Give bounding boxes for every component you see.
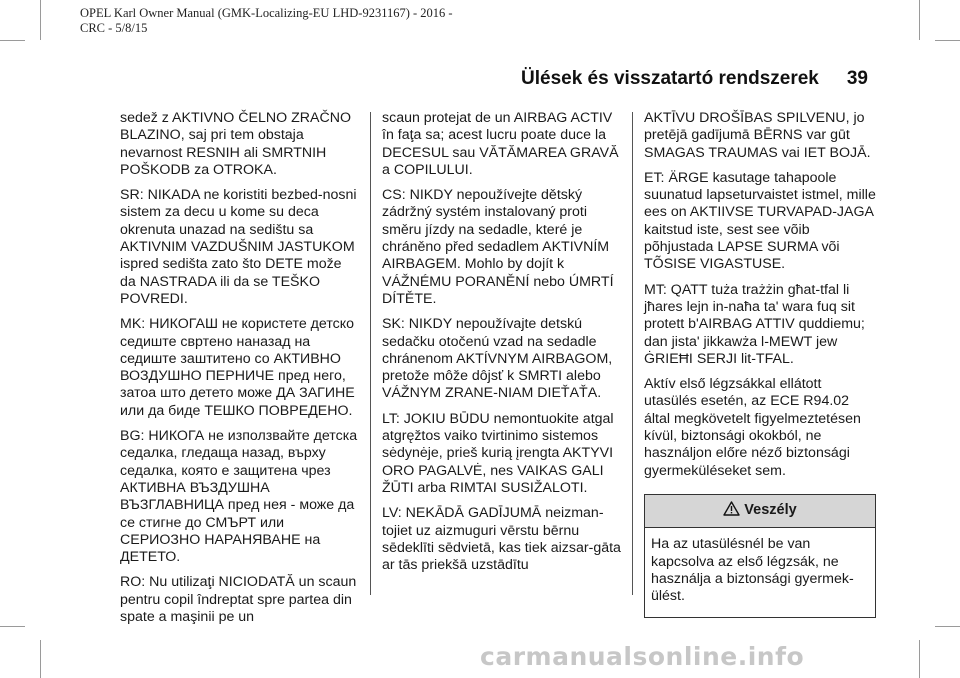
column-divider bbox=[632, 112, 633, 595]
section-title: Ülések és visszatartó rendszerek bbox=[521, 68, 819, 89]
danger-notice bbox=[644, 494, 876, 618]
paragraph: Aktív első légzsákkal ellátott utasülés esetén, az ECE R94.02 által megkövetelt figyelmeztetésen kívül, biztonsági okokból, ne használjon előre néző biztonsági gyermeküléseket sem. bbox=[644, 376, 861, 479]
column-divider bbox=[370, 112, 371, 595]
paragraph: CS: NIKDY nepoužívejte dětský zádržný systém instalovaný proti směru jízdy na sedadle, které je chráněno před sedadlem AKTIVNÍM AIRBAGEM. Mohlo by dojít k VÁŽNÉMU PORANĚNÍ nebo ÚMRTÍ DÍTĚTE. bbox=[382, 187, 614, 307]
crop-mark bbox=[40, 0, 41, 40]
watermark: carmanualsonline.info bbox=[480, 642, 805, 671]
crop-mark bbox=[919, 0, 920, 40]
crop-mark bbox=[935, 40, 960, 41]
danger-text: Ha az utasülésnél be van kapcsolva az első légzsák, ne használja a biztonsági gyermek-ülést. bbox=[651, 536, 854, 605]
text-column-1 bbox=[120, 110, 360, 634]
paragraph: MT: QATT tuża trażżin għat-tfal li jħares lejn in-naħa ta' wara fuq sit protett b'AIRBAG ATTIV quddiemu; dan jista' jikkawża l-MEWT jew ĠRIEĦI SERJI lit-TFAL. bbox=[644, 281, 865, 367]
crop-mark bbox=[40, 640, 41, 678]
crop-mark bbox=[919, 640, 920, 678]
crop-mark bbox=[0, 626, 25, 627]
warning-triangle-icon bbox=[723, 501, 740, 521]
paragraph: LT: JOKIU BŪDU nemontuokite atgal atgręžtos vaiko tvirtinimo sistemos sėdynėje, prieš kurią įrengta AKTYVI ORO PAGALVĖ, nes VAIKAS GALI ŽŪTI arba RIMTAI SUSIŽALOTI. bbox=[382, 410, 614, 496]
page-number: 39 bbox=[846, 68, 868, 89]
text-column-2 bbox=[382, 110, 622, 582]
danger-header bbox=[645, 495, 875, 528]
paragraph: BG: НИКОГА не използвайте детска седалка, гледаща назад, върху седалка, която е защитена чрез АКТИВНА ВЪЗДУШНА ВЪЗГЛАВНИЦА пред нея - може да се стигне до СМЪРТ или СЕРИОЗНО НАРАНЯВАНЕ на ДЕТЕТО. bbox=[120, 428, 358, 566]
paragraph: SK: NIKDY nepoužívajte detskú sedačku otočenú vzad na sedadle chránenom AKTÍVNYM AIRBAGOM, pretože môže dôjsť k SMRTI alebo VÁŽNYM ZRANE-NIAM DIEŤAŤA. bbox=[382, 316, 613, 402]
text-column-3 bbox=[644, 110, 876, 618]
crop-mark bbox=[0, 40, 25, 41]
document-meta-line: OPEL Karl Owner Manual (GMK-Localizing-EU LHD-9231167) - 2016 - bbox=[80, 6, 453, 20]
document-meta-line: CRC - 5/8/15 bbox=[80, 21, 148, 35]
paragraph: sedež z AKTIVNO ČELNO ZRAČNO BLAZINO, saj pri tem obstaja nevarnost RESNIH ali SMRTNIH POŠKODB za OTROKA. bbox=[120, 110, 351, 178]
paragraph: MK: НИКОГАШ не користете детско седиште свртено наназад на седиште заштитено со АКТИВНО ВОЗДУШНО ПЕРНИЧЕ пред него, затоа што детето може ДА ЗАГИНЕ или да биде ТЕШКО ПОВРЕДЕНО. bbox=[120, 316, 355, 419]
paragraph: ET: ÄRGE kasutage tahapoole suunatud lapseturvaistet istmel, mille ees on AKTIIVSE TURVAPAD-JAGA kaitstud iste, sest see võib põhjustada LAPSE SURMA või TÕSISE VIGASTUSE. bbox=[644, 169, 876, 273]
crop-mark bbox=[935, 626, 960, 627]
paragraph: LV: NEKĀDĀ GADĪJUMĀ neizman-tojiet uz aizmuguri vērstu bērnu sēdeklīti sēdvietā, kas tiek aizsar-gāta ar tās priekšā uzstādītu bbox=[382, 505, 621, 574]
paragraph: scaun protejat de un AIRBAG ACTIV în faţa sa; acest lucru poate duce la DECESUL sau VĂTĂMAREA GRAVĂ a COPILULUI. bbox=[382, 110, 619, 178]
page-header bbox=[521, 68, 868, 90]
paragraph: SR: NIKADA ne koristiti bezbed-nosni sistem za decu u kome su deca okrenuta unazad na sedištu sa AKTIVNIM VAZDUŠNIM JASTUKOM ispred sedišta zato što DETE može da NASTRADA ili da se TEŠKO POVREDI. bbox=[120, 187, 357, 307]
paragraph: AKTĪVU DROŠĪBAS SPILVENU, jo pretējā gadījumā BĒRNS var gūt SMAGAS TRAUMAS vai IET BOJĀ. bbox=[644, 110, 871, 161]
danger-title: Veszély bbox=[744, 501, 797, 518]
paragraph: RO: Nu utilizaţi NICIODATĂ un scaun pentru copil îndreptat spre partea din spate a maşinii pe un bbox=[120, 574, 357, 626]
document-meta bbox=[80, 6, 453, 36]
